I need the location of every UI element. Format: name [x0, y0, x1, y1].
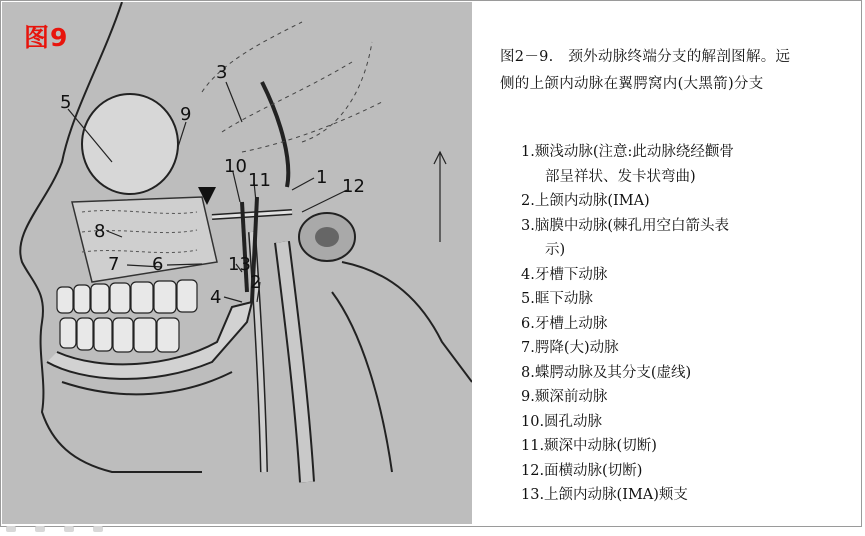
prev-slide-icon[interactable]	[6, 526, 16, 532]
legend-item-text: 3.脑膜中动脉(棘孔用空白箭头表	[521, 217, 729, 234]
figure-caption: 图2－9. 颈外动脉终端分支的解剖图解。远侧的上颌内动脉在翼腭窝内(大黑箭)分支	[500, 49, 791, 92]
legend-item-text: 6.牙槽上动脉	[521, 315, 608, 332]
figure-label-6: 6	[152, 254, 164, 275]
figure-label-7: 7	[108, 254, 120, 275]
legend-item-text: 2.上颌内动脉(IMA)	[521, 193, 650, 209]
figure-label-11: 11	[248, 170, 271, 191]
legend-item-continuation: 示)	[545, 242, 566, 258]
figure-label-13: 13	[228, 254, 251, 275]
figure-label-10: 10	[224, 156, 247, 177]
legend-item	[521, 361, 821, 386]
legend-item	[521, 189, 821, 214]
figure-label-3: 3	[216, 62, 228, 83]
figure-label-8: 8	[94, 221, 106, 242]
legend-item-text: 12.面横动脉(切断)	[521, 462, 643, 479]
legend-item-text: 8.蝶腭动脉及其分支(虚线)	[521, 364, 692, 381]
figure-label-1: 1	[316, 167, 328, 188]
legend-item	[521, 214, 821, 263]
next-slide-icon[interactable]	[35, 526, 45, 532]
pen-icon[interactable]	[64, 526, 74, 532]
legend-item	[521, 312, 821, 337]
legend-item	[521, 287, 821, 312]
anatomy-figure	[2, 2, 472, 524]
legend-item	[521, 459, 821, 484]
legend-item	[521, 434, 821, 459]
legend-item	[521, 385, 821, 410]
figure-label-2: 2	[250, 272, 262, 293]
legend-list	[521, 140, 821, 508]
legend-item-text: 1.颞浅动脉(注意:此动脉绕经颧骨	[521, 144, 734, 160]
legend-item	[521, 263, 821, 288]
legend-item-text: 10.圆孔动脉	[521, 413, 603, 430]
legend-item-text: 7.腭降(大)动脉	[521, 340, 619, 356]
legend-item	[521, 336, 821, 361]
legend-item-text: 11.颞深中动脉(切断)	[521, 438, 657, 454]
legend-item	[521, 140, 821, 189]
slide-toolbar	[6, 517, 156, 525]
menu-icon[interactable]	[93, 526, 103, 532]
legend-item-text: 13.上颌内动脉(IMA)颊支	[521, 487, 688, 503]
legend-item	[521, 410, 821, 435]
legend-item-text: 9.颞深前动脉	[521, 389, 608, 405]
figure-label-4: 4	[210, 287, 222, 308]
legend-item-text: 4.牙槽下动脉	[521, 266, 608, 283]
figure-number: 图9	[24, 23, 69, 52]
figure-label-5: 5	[60, 92, 72, 113]
legend-item	[521, 483, 821, 508]
figure-label-12: 12	[342, 176, 365, 197]
legend-item-continuation: 部呈祥状、发卡状弯曲)	[545, 168, 696, 185]
legend-item-text: 5.眶下动脉	[521, 291, 593, 307]
figure-label-9: 9	[180, 104, 192, 125]
